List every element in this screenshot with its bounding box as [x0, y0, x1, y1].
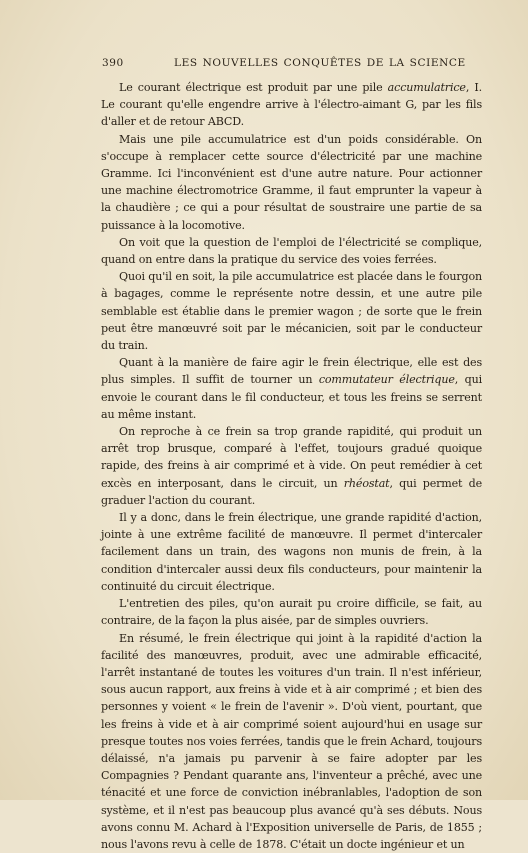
paragraph: [101, 423, 482, 509]
paragraph-text: En résumé, le frein électrique qui joint à la rapidité d'action la facilité des manœuvres, produit, avec une admirable efficacité, l'arrêt instantané de toutes les voitures d'un train. Il n'est inférieur, sous aucun rapport, aux freins à vide et à air comprimé ; et bien des personnes y voient « le frein de l'avenir ». D'où vient, pourtant, que les freins à vide et à air comprimé soient aujourd'hui en usage sur presque toutes nos voies ferrées, tandis que le frein Achard, toujours délaissé, n'a jamais pu parvenir à se faire adopter par les Compagnies ? Pendant quarante ans, l'inventeur a prêché, avec une ténacité et une force de conviction inébranlables, l'adoption de son système, et il n'est pas beaucoup plus avancé qu'à ses débuts. Nous avons connu M. Achard à l'Exposition universelle de Paris, de 1855 ; nous l'avons revu à celle de 1878. C'était un docte ingénieur et un: [101, 632, 482, 851]
paragraph: [101, 509, 482, 595]
paragraph-text: , qui permet de graduer l'action du courant.: [101, 477, 482, 507]
paragraph-text: Le courant électrique est produit par une pile: [119, 81, 388, 94]
italic-term: accumulatrice: [388, 81, 466, 94]
paragraph: [101, 131, 482, 234]
paragraph: [101, 595, 482, 629]
paragraph-text: Quoi qu'il en soit, la pile accumulatrice est placée dans le fourgon à bagages, comme le représente notre dessin, et une autre pile semblable est établie dans le premier wagon ; de sorte que le frein peut être manœuvré soit par le mécanicien, soit par le conducteur du train.: [101, 270, 482, 352]
page-header: [102, 57, 482, 73]
paragraph: [101, 234, 482, 268]
paragraph-text: Il y a donc, dans le frein électrique, une grande rapidité d'action, jointe à une extrême facilité de manœuvre. Il permet d'intercaler facilement dans un train, des wagons non munis de frein, à la condition d'intercaler aussi deux fils conducteurs, pour maintenir la continuité du circuit électrique.: [101, 511, 482, 593]
paragraph-text: Quant à la manière de faire agir le frein électrique, elle est des plus simples. Il suffit de tourner un: [101, 356, 482, 386]
italic-term: rhéostat: [344, 477, 390, 490]
paragraph: [101, 354, 482, 423]
running-title: LES NOUVELLES CONQUÊTES DE LA SCIENCE: [174, 57, 466, 69]
paragraph-text: On reproche à ce frein sa trop grande rapidité, qui produit un arrêt trop brusque, comparé à l'effet, toujours gradué quoique rapide, des freins à air comprimé et à vide. On peut remédier à cet excès en interposant, dans le circuit, un: [101, 425, 482, 490]
paragraph-text: , qui envoie le courant dans le fil conducteur, et tous les freins se serrent au même instant.: [101, 373, 482, 420]
paragraph-text: , I. Le courant qu'elle engendre arrive à l'électro-aimant G, par les fils d'aller et de retour ABCD.: [101, 81, 482, 128]
paragraph: [101, 79, 482, 131]
italic-term: commutateur électrique: [319, 373, 455, 386]
paragraph-text: On voit que la question de l'emploi de l'électricité se complique, quand on entre dans la pratique du service des voies ferrées.: [101, 236, 482, 266]
paragraph-text: Mais une pile accumulatrice est d'un poids considérable. On s'occupe à remplacer cette source d'électricité par une machine Gramme. Ici l'inconvénient est d'une autre nature. Pour actionner une machine électromotrice Gramme, il faut emprunter la vapeur à la chaudière ; ce qui a pour résultat de soustraire une partie de sa puissance à la locomotive.: [101, 133, 482, 232]
body-text: [101, 79, 482, 853]
page-number: 390: [102, 57, 124, 69]
paragraph: [101, 268, 482, 354]
paragraph-text: L'entretien des piles, qu'on aurait pu croire difficile, se fait, au contraire, de la façon la plus aisée, par de simples ouvriers.: [101, 597, 482, 627]
paragraph: [101, 630, 482, 853]
